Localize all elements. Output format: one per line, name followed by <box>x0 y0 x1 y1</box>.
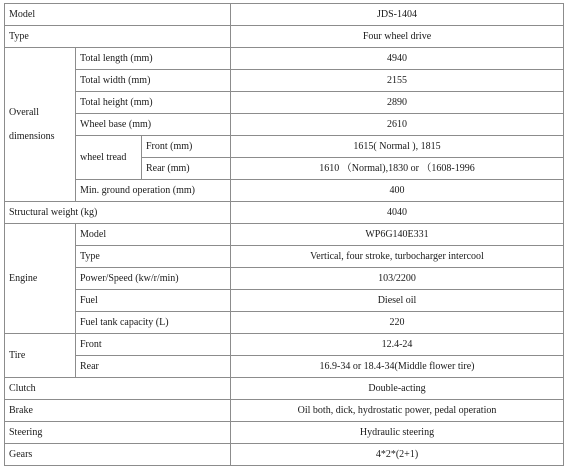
table-row <box>5 444 564 466</box>
spec-sheet <box>4 3 564 466</box>
fuel-label: Fuel <box>76 290 231 312</box>
table-row <box>5 4 564 26</box>
tire-front-label: Front <box>76 334 231 356</box>
table-row <box>5 70 564 92</box>
engine-model-value: WP6G140E331 <box>231 224 564 246</box>
steering-value: Hydraulic steering <box>231 422 564 444</box>
ground-label: Min. ground operation (mm) <box>76 180 231 202</box>
spec-table <box>4 3 564 466</box>
total-width-label: Total width (mm) <box>76 70 231 92</box>
total-height-value: 2890 <box>231 92 564 114</box>
ground-value: 400 <box>231 180 564 202</box>
gears-value: 4*2*(2+1) <box>231 444 564 466</box>
rear-tread-value: 1610 （Normal),1830 or （1608-1996 <box>231 158 564 180</box>
table-row <box>5 92 564 114</box>
overall-dimensions-label <box>5 48 76 202</box>
total-width-value: 2155 <box>231 70 564 92</box>
tire-rear-label: Rear <box>76 356 231 378</box>
tire-label: Tire <box>5 334 76 378</box>
fuel-tank-value: 220 <box>231 312 564 334</box>
wheel-tread-label: wheel tread <box>76 136 142 180</box>
overall-label-line1: Overall <box>9 106 39 118</box>
table-row <box>5 312 564 334</box>
type-value: Four wheel drive <box>231 26 564 48</box>
brake-label: Brake <box>5 400 231 422</box>
rear-tread-label: Rear (mm) <box>142 158 231 180</box>
wheel-base-label: Wheel base (mm) <box>76 114 231 136</box>
table-row <box>5 224 564 246</box>
table-row <box>5 202 564 224</box>
table-row <box>5 26 564 48</box>
clutch-label: Clutch <box>5 378 231 400</box>
tire-rear-value: 16.9-34 or 18.4-34(Middle flower tire) <box>231 356 564 378</box>
front-tread-value: 1615( Normal ), 1815 <box>231 136 564 158</box>
table-row <box>5 400 564 422</box>
table-row <box>5 422 564 444</box>
type-label: Type <box>5 26 231 48</box>
engine-type-label: Type <box>76 246 231 268</box>
total-length-value: 4940 <box>231 48 564 70</box>
engine-label: Engine <box>5 224 76 334</box>
gears-label: Gears <box>5 444 231 466</box>
tire-front-value: 12.4-24 <box>231 334 564 356</box>
front-tread-label: Front (mm) <box>142 136 231 158</box>
model-value: JDS-1404 <box>231 4 564 26</box>
table-row <box>5 246 564 268</box>
table-row <box>5 48 564 70</box>
clutch-value: Double-acting <box>231 378 564 400</box>
total-length-label: Total length (mm) <box>76 48 231 70</box>
model-label: Model <box>5 4 231 26</box>
table-row <box>5 180 564 202</box>
engine-model-label: Model <box>76 224 231 246</box>
wheel-base-value: 2610 <box>231 114 564 136</box>
table-row <box>5 378 564 400</box>
fuel-tank-label: Fuel tank capacity (L) <box>76 312 231 334</box>
engine-type-value: Vertical, four stroke, turbocharger intercool <box>231 246 564 268</box>
table-row <box>5 356 564 378</box>
table-row <box>5 114 564 136</box>
table-row <box>5 136 564 158</box>
steering-label: Steering <box>5 422 231 444</box>
table-row <box>5 334 564 356</box>
brake-value: Oil both, dick, hydrostatic power, pedal operation <box>231 400 564 422</box>
fuel-value: Diesel oil <box>231 290 564 312</box>
total-height-label: Total height (mm) <box>76 92 231 114</box>
table-row <box>5 268 564 290</box>
structural-weight-label: Structural weight (kg) <box>5 202 231 224</box>
power-speed-value: 103/2200 <box>231 268 564 290</box>
power-speed-label: Power/Speed (kw/r/min) <box>76 268 231 290</box>
table-row <box>5 290 564 312</box>
structural-weight-value: 4040 <box>231 202 564 224</box>
overall-label-line2: dimensions <box>9 130 55 142</box>
